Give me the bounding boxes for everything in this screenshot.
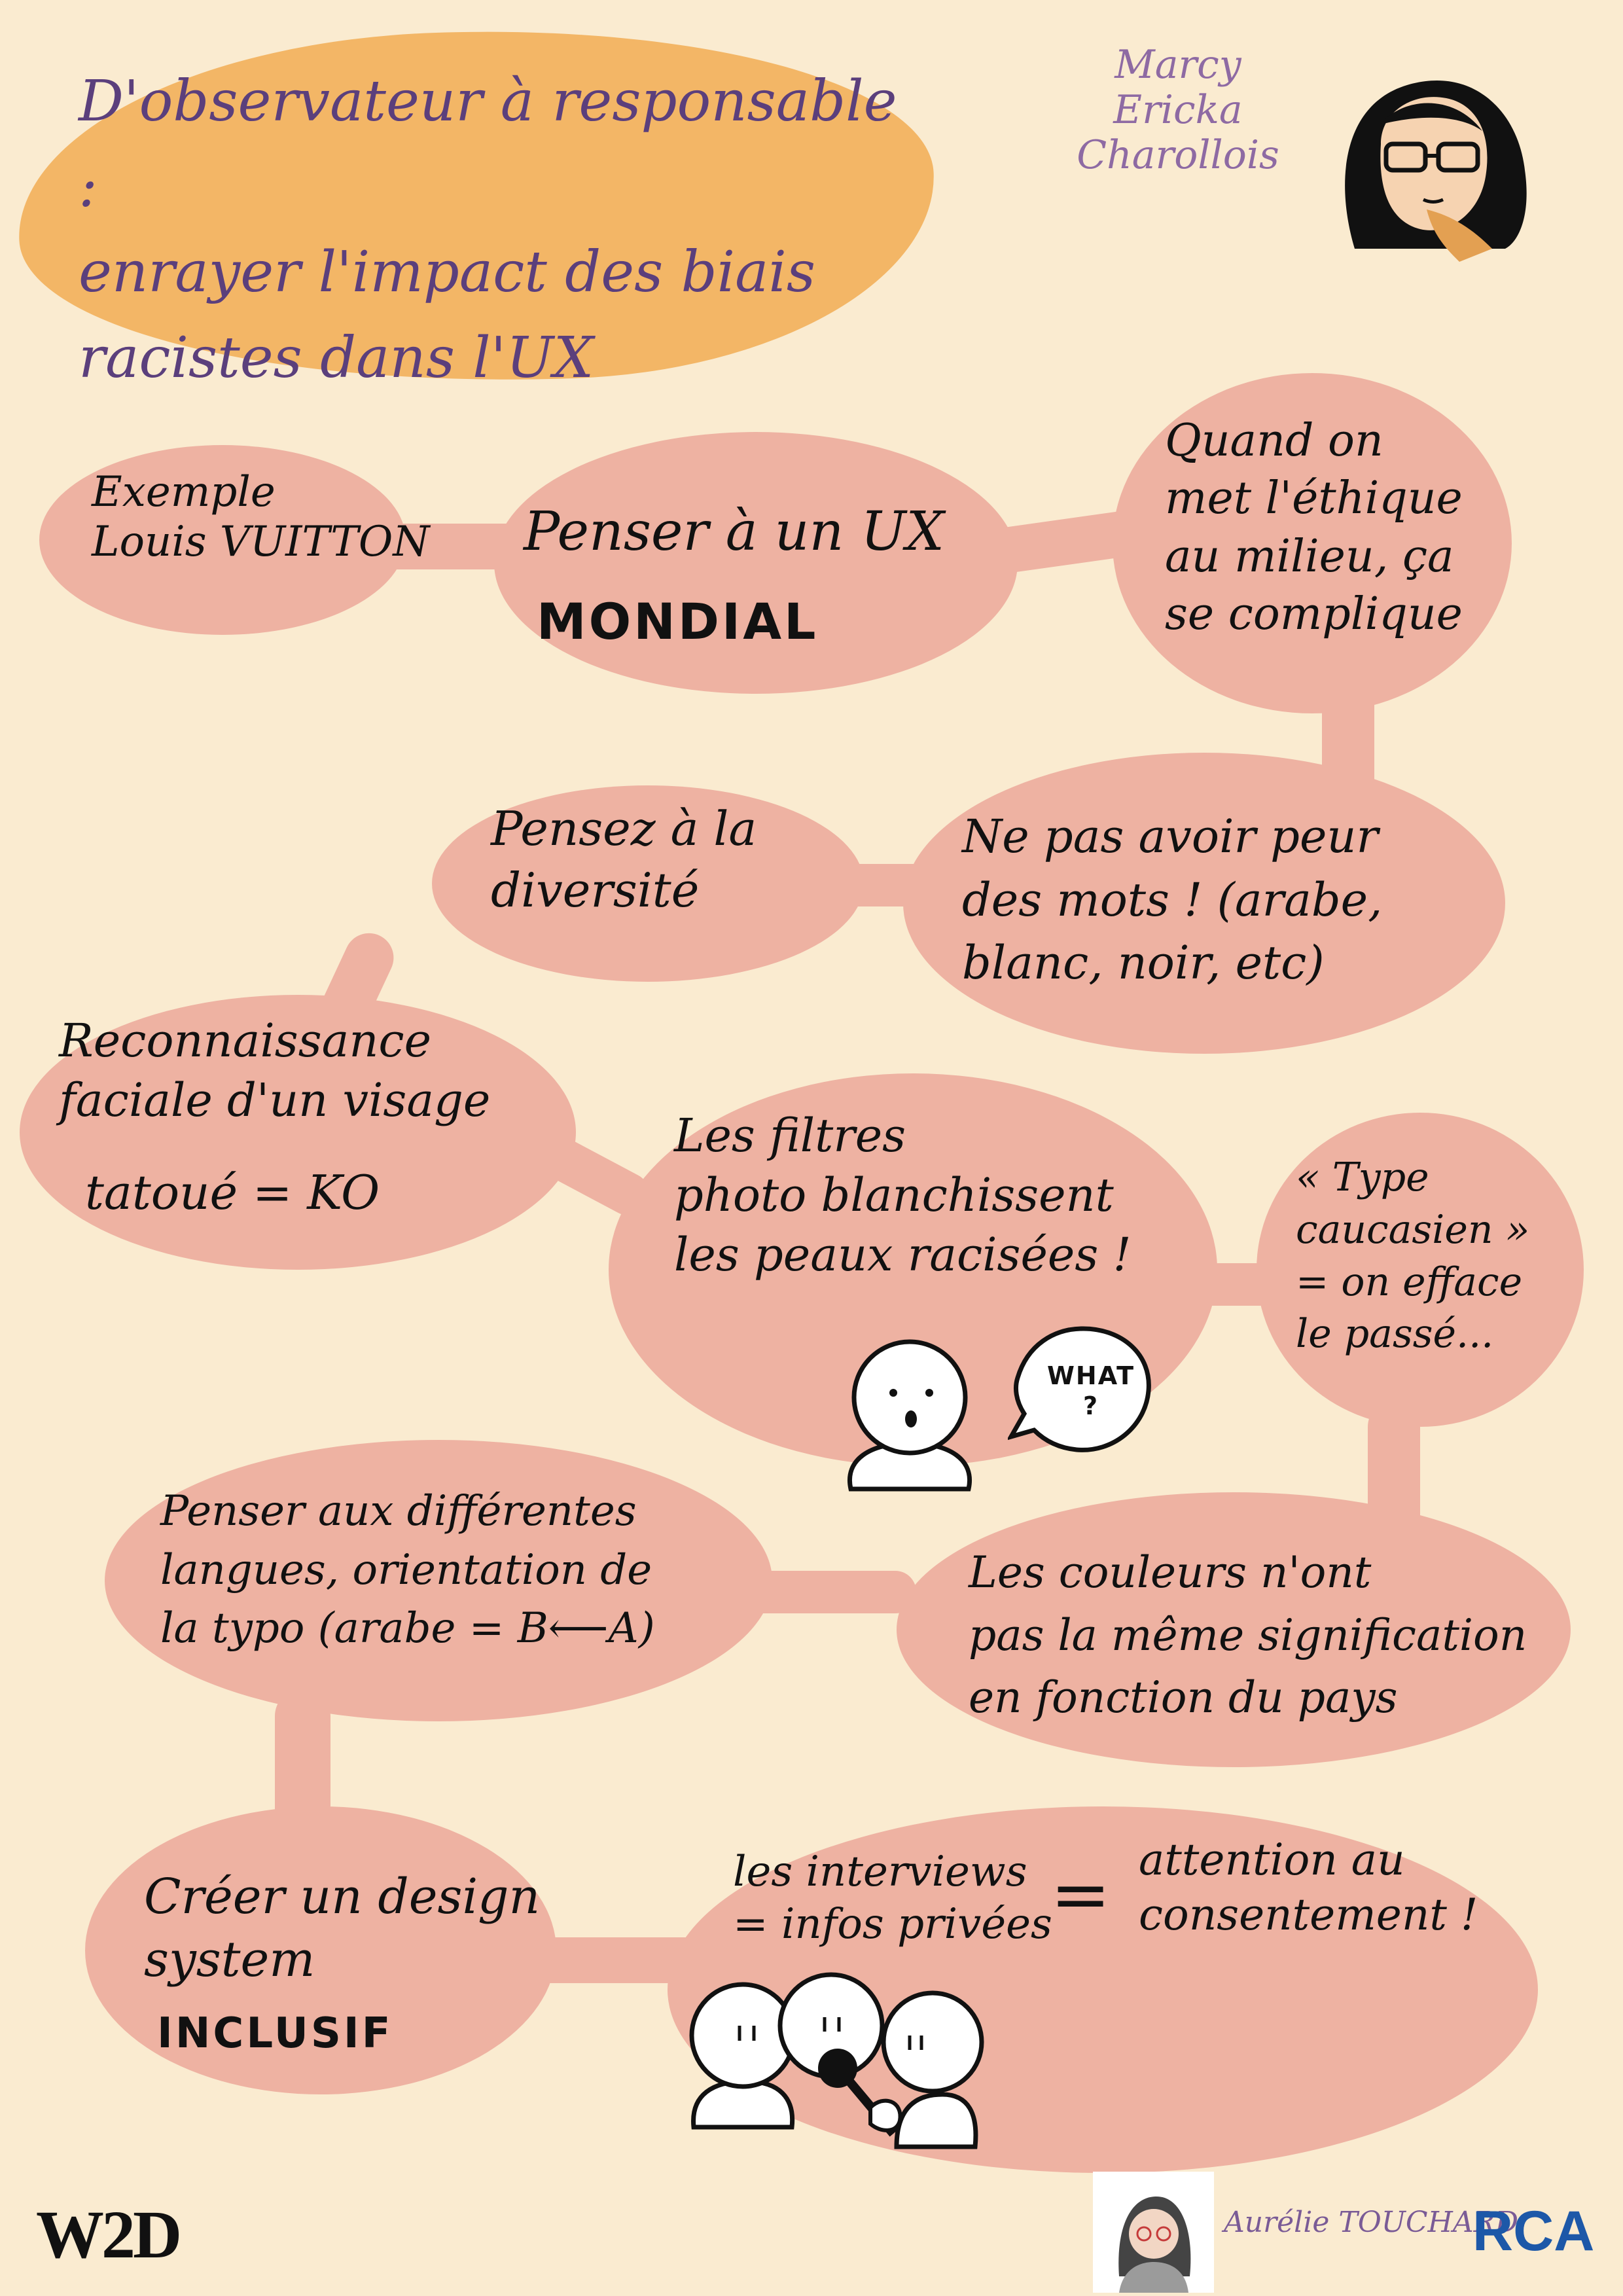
node-couleurs: Les couleurs n'ont pas la même signification en fonction du pays xyxy=(969,1547,1527,1723)
node-ux-mondial: Penser à un UX xyxy=(524,501,944,563)
node-langues: Penser aux différentes langues, orientation de la typo (arabe = B⟵A) xyxy=(160,1487,655,1653)
node-reconnaissance: Reconnaissance faciale d'un visage xyxy=(59,1014,491,1127)
node-interviews: les interviews = infos privées xyxy=(733,1848,1052,1948)
what-bubble-text: WHAT ? xyxy=(1047,1361,1135,1420)
surprised-character-icon xyxy=(831,1335,988,1492)
node-reconnaissance-ko: tatoué = KO xyxy=(85,1165,380,1220)
node-consentement: attention au consentement ! xyxy=(1139,1835,1478,1941)
illustrator-avatar-icon xyxy=(1093,2172,1214,2293)
node-ux-mondial-emphasis: MONDIAL xyxy=(537,592,819,651)
speaker-name: Marcy Ericka Charollois xyxy=(1077,42,1279,178)
node-design-system: Créer un design system xyxy=(144,1869,541,1988)
node-caucasien: « Type caucasien » = on efface le passé... xyxy=(1296,1155,1530,1357)
node-design-system-emphasis: INCLUSIF xyxy=(157,2009,393,2058)
node-ethique: Quand on met l'éthique au milieu, ça se complique xyxy=(1165,415,1463,641)
speaker-portrait-icon xyxy=(1309,52,1544,268)
node-filtres: Les filtres photo blanchissent les peaux racisées ! xyxy=(674,1109,1132,1282)
interview-characters-icon xyxy=(681,1964,995,2160)
illustrator-name: Aurélie TOUCHARD xyxy=(1224,2206,1519,2239)
rca-logo: RCA xyxy=(1472,2200,1595,2263)
node-interviews-equals: = xyxy=(1050,1852,1111,1936)
node-diversite: Pensez à la diversité xyxy=(491,801,757,918)
node-louis-vuitton: Exemple Louis VUITTON xyxy=(92,468,430,566)
page-title: D'observateur à responsable : enrayer l'impact des biais racistes dans l'UX xyxy=(79,69,897,391)
w2d-logo: W2D xyxy=(36,2197,180,2272)
node-mots: Ne pas avoir peur des mots ! (arabe, blanc, noir, etc) xyxy=(962,810,1383,990)
